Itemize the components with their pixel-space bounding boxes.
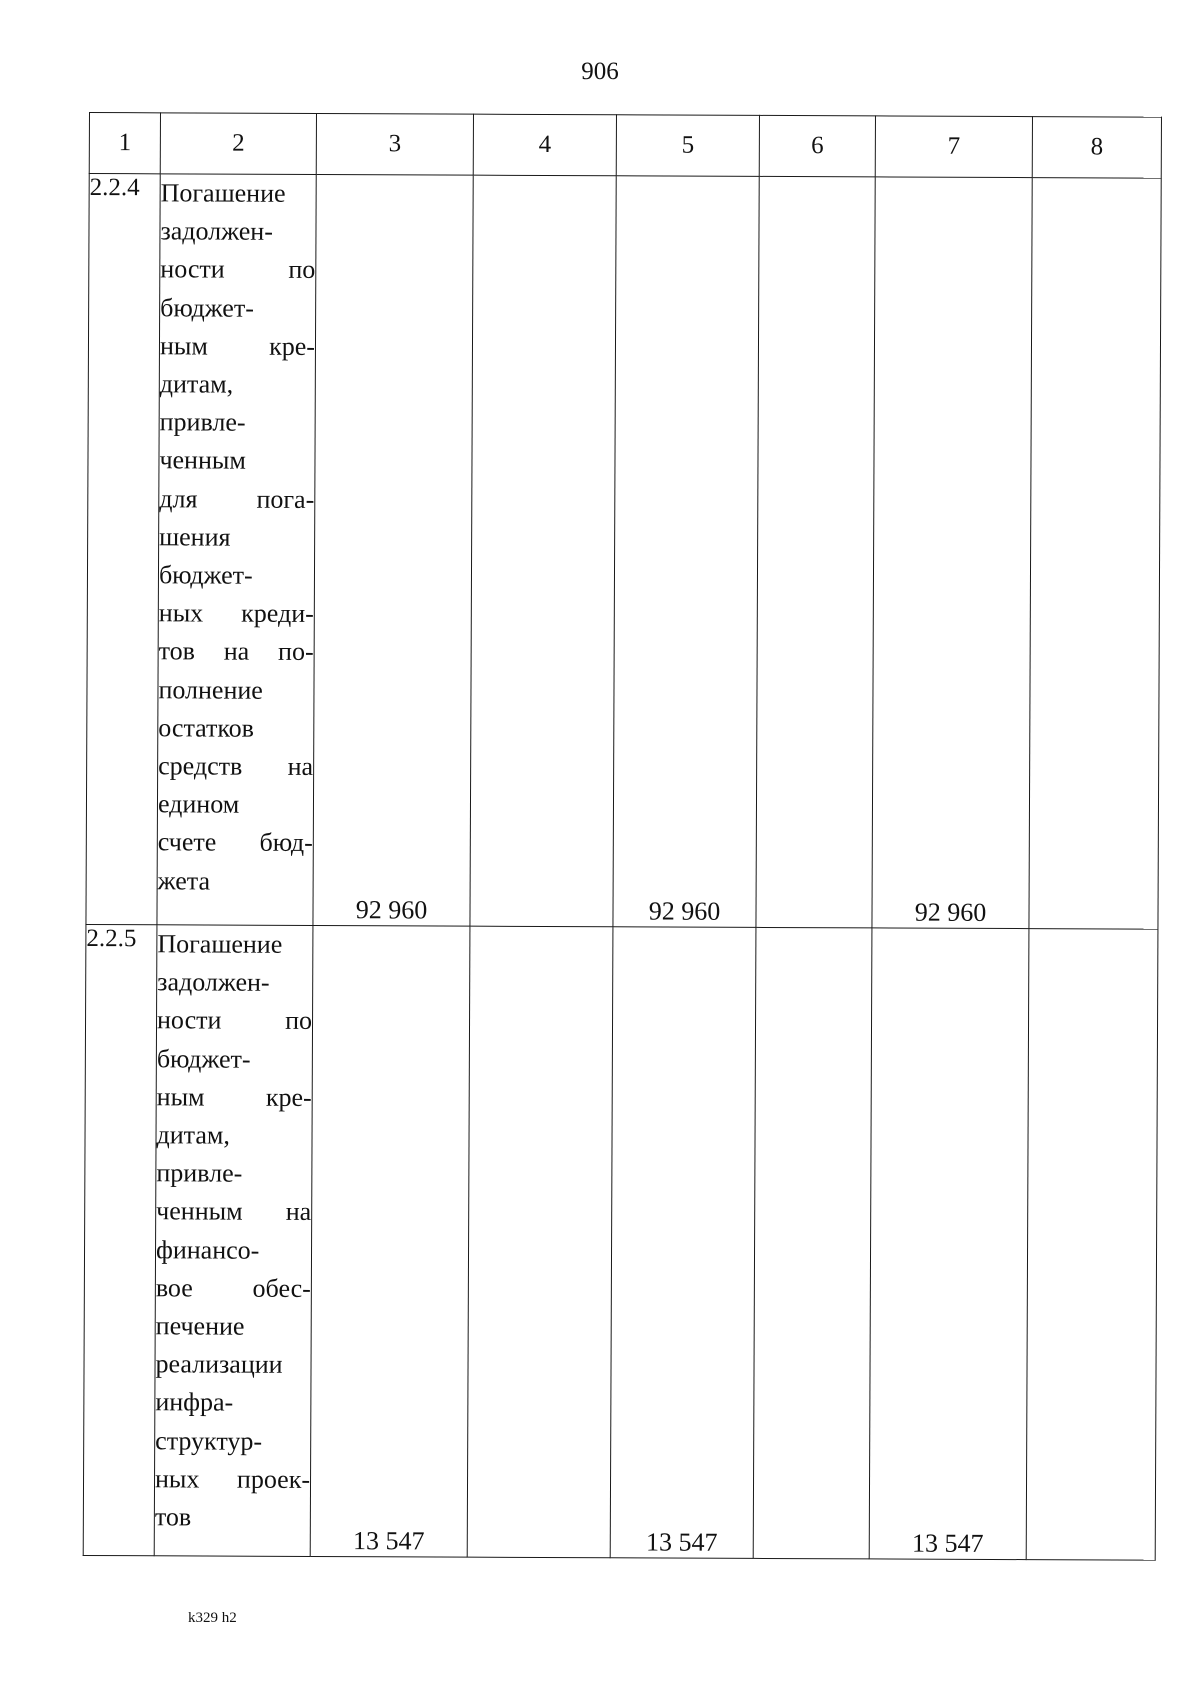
description-line: ности по [156, 1005, 313, 1036]
column-header-3: 3 [316, 113, 473, 175]
column-header-8: 8 [1032, 117, 1161, 179]
description-line: остатков [158, 713, 255, 743]
cell-col5: 92 960 [613, 176, 759, 928]
column-header-7: 7 [875, 116, 1032, 178]
cell-col3: 13 547 [310, 925, 470, 1557]
description-line: ных креди- [158, 598, 314, 629]
description-line: печение [155, 1311, 245, 1341]
row-description [157, 174, 316, 926]
description-line: ченным [159, 445, 246, 476]
description-line: тов [154, 1502, 192, 1532]
description-line: вое обес- [155, 1273, 311, 1303]
description-line: едином [157, 789, 240, 819]
description-line: ности по [160, 254, 316, 285]
cell-col3: 92 960 [313, 174, 473, 926]
row-description [154, 925, 313, 1557]
description-line: задолжен- [160, 216, 273, 247]
description-line: реализации [155, 1349, 283, 1380]
cell-col8 [1026, 929, 1158, 1561]
cell-col4 [467, 926, 613, 1558]
document-code: k329 h2 [188, 1610, 237, 1626]
cell-col6 [756, 176, 875, 927]
page-number: 906 [581, 58, 619, 85]
column-header-1: 1 [89, 113, 160, 174]
description-line: дитам, [156, 1120, 230, 1150]
description-line: бюджет- [158, 560, 253, 590]
description-line: тов на по- [158, 636, 314, 667]
cell-col5: 13 547 [610, 927, 756, 1559]
table-row [86, 174, 1161, 930]
description-line: дитам, [159, 369, 234, 399]
row-code: 2.2.5 [83, 924, 157, 1555]
description-line: задолжен- [157, 967, 270, 997]
description-line: ным кре- [159, 331, 316, 361]
column-header-6: 6 [759, 115, 875, 177]
description-line: бюджет- [160, 292, 254, 323]
cell-col7: 92 960 [872, 177, 1032, 929]
cell-col7: 13 547 [869, 928, 1029, 1560]
description-line: Погашение [157, 929, 283, 959]
table-row [83, 924, 1158, 1560]
description-line: привле- [156, 1158, 243, 1188]
description-line: средств на [158, 751, 314, 782]
description-line: ным кре- [156, 1082, 312, 1112]
description-line: инфра- [155, 1387, 234, 1418]
description-line: ченным на [156, 1196, 312, 1227]
budget-table [83, 112, 1162, 1561]
header-row [89, 113, 1161, 179]
column-header-5: 5 [616, 115, 759, 177]
column-header-2: 2 [160, 113, 316, 175]
description-line: Погашение [160, 178, 286, 208]
row-code: 2.2.4 [86, 174, 160, 925]
description-line: ных проек- [154, 1464, 311, 1494]
description-line: для пога- [159, 483, 315, 514]
description-line: структур- [155, 1425, 263, 1456]
description-line: счете бюд- [157, 827, 313, 858]
description-line: полнение [158, 674, 263, 705]
cell-col4 [470, 175, 616, 927]
column-header-4: 4 [473, 114, 616, 176]
description-line: финансо- [155, 1234, 260, 1265]
description-line: шения [159, 522, 231, 552]
description-line: привле- [159, 407, 246, 437]
cell-col8 [1029, 178, 1161, 930]
description-line: бюджет- [156, 1043, 251, 1074]
cell-col6 [753, 927, 872, 1559]
description-line: жета [157, 865, 211, 896]
